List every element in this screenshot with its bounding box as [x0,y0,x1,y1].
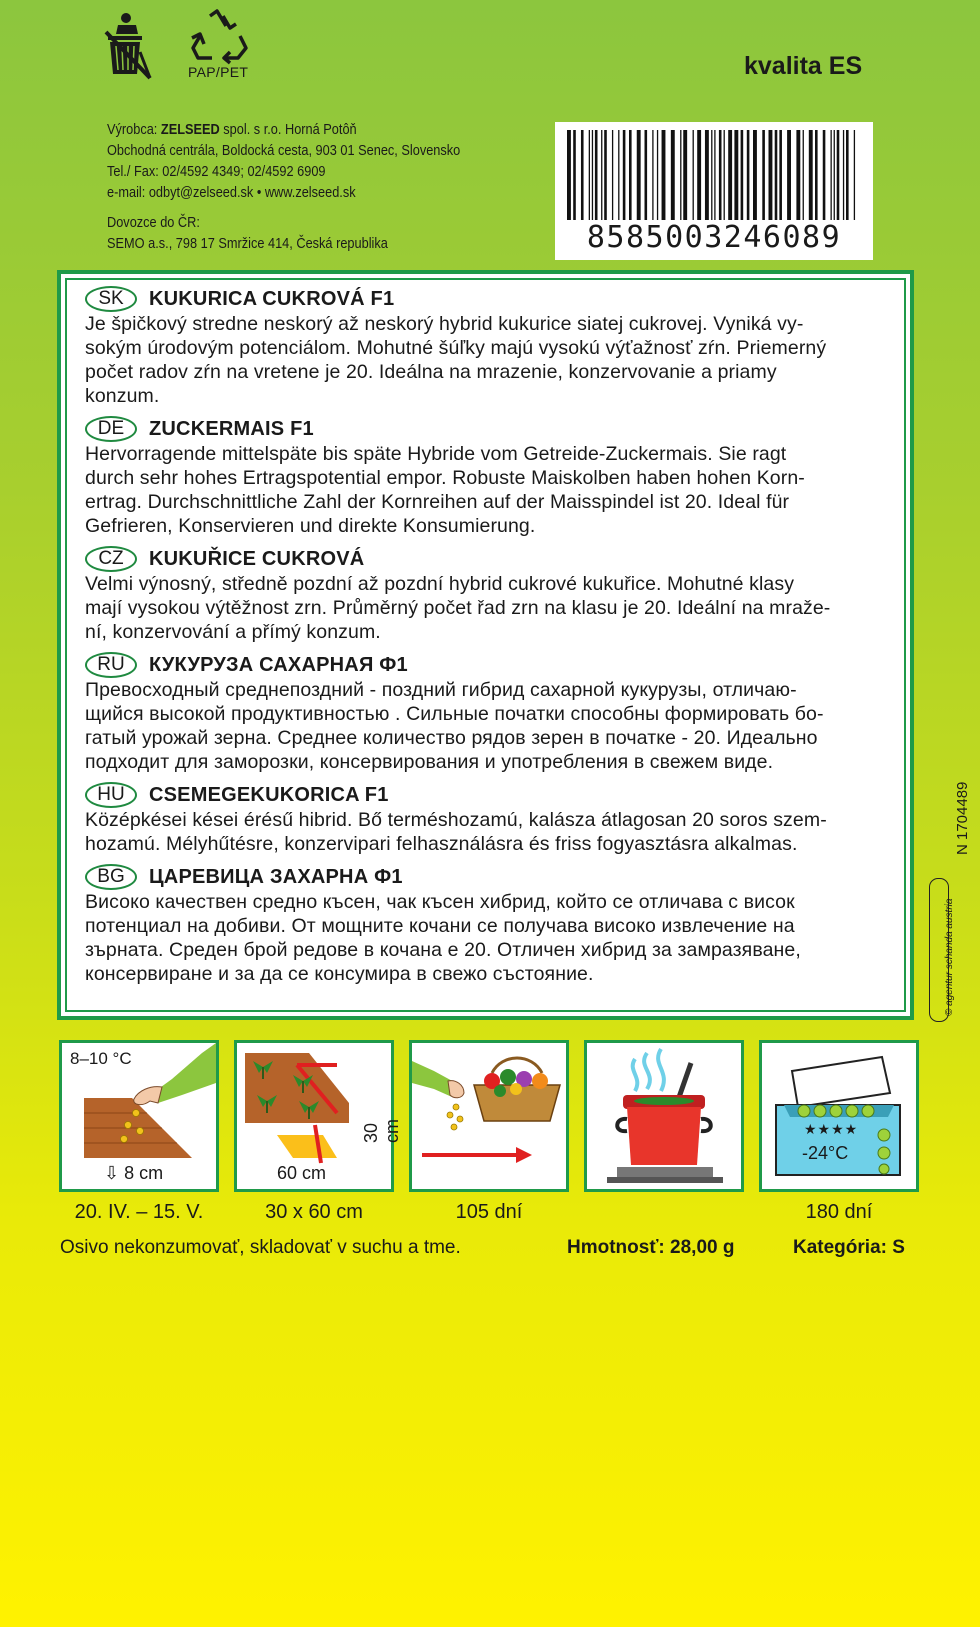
section-hu [85,782,895,856]
section-header [85,652,895,678]
sowing-temperature: 8–10 °C [70,1049,132,1068]
freezing-illustration [762,1043,916,1189]
barcode-bar [834,130,835,220]
producer-line-2: Obchodná centrála, Boldocká cesta, 903 01 Senec, Slovensko [107,143,461,159]
producer-line-1 [107,120,460,141]
barcode-bar [671,130,675,220]
section-title: CSEMEGEKUKORICA F1 [149,783,389,806]
language-badge: DE [85,416,137,442]
section-header [85,416,895,442]
section-de [85,416,895,538]
barcode-bar [705,130,709,220]
barcode-bar [618,130,619,220]
section-body [85,678,895,774]
section-line: konzum. [85,385,160,407]
section-sk [85,286,895,408]
barcode-bar [769,130,773,220]
barcode-bar [728,130,732,220]
spacing-row-distance: 30 cm [361,1119,402,1143]
producer-line-3: Tel./ Fax: 02/4592 4349; 02/4592 6909 [107,164,326,180]
barcode-bar [645,130,648,220]
producer-line-4: e-mail: odbyt@zelseed.sk • www.zelseed.sk [107,185,356,201]
section-line: počet radov zŕn na vretene je 20. Ideálna na mrazenie, konzervovanie a priamy [85,361,777,383]
barcode-bar [854,130,855,220]
section-line: Középkései kései érésű hibrid. Bő terméshozamú, kalásza átlagosan 20 soros szem- [85,809,827,831]
category-label: Kategória: S [793,1237,905,1258]
barcode-bar [837,130,840,220]
importer-label: Dovozce do ČR: [107,215,200,231]
barcode-bar [657,130,658,220]
section-body [85,442,895,538]
section-ru [85,652,895,774]
section-line: ní, konzervování a přímý konzum. [85,621,381,643]
weight-label: Hmotnosť: 28,00 g [567,1237,735,1258]
barcode-bar [787,130,791,220]
barcode-bar [741,130,744,220]
barcode-bar [637,130,641,220]
barcode [555,122,873,260]
caption-spacing: 30 x 60 cm [265,1201,363,1223]
quality-label: kvalita ES [744,52,863,80]
section-line: Hervorragende mittelspäte bis späte Hybride vom Getreide-Zuckermais. Sie ragt [85,443,787,465]
language-badge: RU [85,652,137,678]
barcode-bar [693,130,694,220]
barcode-number: 8585003246089 [586,220,842,255]
barcode-bar [762,130,765,220]
producer-info [107,120,460,255]
barcode-bar [803,130,804,220]
section-line: щийся высокой продуктивностью . Сильные початки способны формировать бо- [85,703,824,725]
section-title: KUKUŘICE CUKROVÁ [149,547,365,570]
harvest-illustration [412,1043,566,1189]
barcode-bar [846,130,849,220]
section-line: консервиране и за да се консумира в свежо състояние. [85,963,594,985]
recycle-label: PAP/PET [188,64,249,80]
storage-note: Osivo nekonzumovať, skladovať v suchu a tme. [60,1237,461,1258]
section-line: гатый урожай зерна. Среднее количество рядов зерен в початке - 20. Идеально [85,727,818,749]
barcode-bar [747,130,750,220]
freezer-stars: ★★★★ [804,1121,859,1137]
section-line: sokým úrodovým potenciálom. Mohutné šúľky majú vysokú výťažnosť zŕn. Priemerný [85,337,827,359]
barcode-bar [567,130,571,220]
language-badge: CZ [85,546,137,572]
barcode-bar [724,130,725,220]
caption-harvest-days: 105 dní [455,1201,523,1223]
spacing-column-distance: 60 cm [277,1163,327,1183]
barcode-bar [595,130,598,220]
section-line: Високо качествен средно късен, чак късен хибрид, който се отличава с висок [85,891,795,913]
section-body [85,572,895,644]
barcode-bar [719,130,722,220]
harvest-pictogram [409,1040,569,1192]
barcode-bars [563,130,865,222]
section-line: Je špičkový stredne neskorý až neskorý hybrid kukurice siatej cukrovej. Vyniká vy- [85,313,804,335]
section-body [85,808,895,856]
barcode-bar [589,130,590,220]
barcode-bar [796,130,800,220]
section-line: Gefrieren, Konservieren und direkte Konsumierung. [85,515,536,537]
barcode-bar [831,130,832,220]
section-bg [85,864,895,986]
section-header [85,782,895,808]
producer-brand: ZELSEED [160,122,220,138]
section-body [85,312,895,408]
freezer-temperature: -24°C [802,1143,849,1163]
barcode-bar [714,130,715,220]
section-header [85,286,895,312]
barcode-bar [573,130,576,220]
barcode-bar [623,130,626,220]
section-line: Velmi výnosný, středně pozdní až pozdní hybrid cukrové kukuřice. Mohutné klasy [85,573,795,595]
importer-address: SEMO a.s., 798 17 Smržice 414, Česká republika [107,236,388,252]
section-title: KUKURICA CUKROVÁ F1 [149,287,395,310]
freezing-pictogram [759,1040,919,1192]
section-line: durch sehr hohes Ertragspotential empor. Robuste Maiskolben haben hohen Korn- [85,467,805,489]
caption-sowing-period: 20. IV. – 15. V. [74,1201,204,1223]
section-cz [85,546,895,644]
section-line: hozamú. Mélyhűtésre, konzervipari felhasználásra és friss fogyasztásra alkalmas. [85,833,798,855]
barcode-bar [581,130,584,220]
agency-credit: © agentur schanda austria [944,898,955,1016]
trash-bin-icon [104,12,154,80]
barcode-bar [697,130,701,220]
barcode-bar [662,130,666,220]
barcode-bar [809,130,813,220]
recycle-icon [190,8,248,64]
spacing-pictogram [234,1040,402,1192]
cooking-illustration [587,1043,741,1189]
barcode-bar [711,130,712,220]
section-body [85,890,895,986]
section-header [85,546,895,572]
barcode-bar [775,130,778,220]
section-line: зърната. Среден брой редове в кочана е 20. Отличен хибрид за замразяване, [85,939,801,961]
producer-address: spol. s r.o. Horná Potôň [219,122,357,138]
barcode-bar [683,130,687,220]
section-title: ZUCKERMAIS F1 [149,417,314,440]
language-badge: SK [85,286,137,312]
section-title: КУКУРУЗА САХАРНАЯ Ф1 [149,653,408,676]
barcode-bar [823,130,826,220]
section-line: Превосходный среднепоздний - поздний гибрид сахарной кукурузы, отличаю- [85,679,797,701]
barcode-bar [779,130,782,220]
barcode-bar [592,130,593,220]
barcode-bar [815,130,818,220]
barcode-bar [680,130,681,220]
print-code: N 1704489 [954,781,971,855]
sowing-pictogram [59,1040,219,1192]
description-box [57,270,914,1020]
barcode-bar [652,130,653,220]
sowing-depth: ⇩ 8 cm [104,1163,164,1183]
barcode-bar [753,130,757,220]
section-line: ertrag. Durchschnittliche Zahl der Kornreihen auf der Maisspindel ist 20. Ideal für [85,491,790,513]
cooking-pictogram [584,1040,744,1192]
section-line: потенциал на добиви. От мощните кочани се получава високо извлечение на [85,915,795,937]
language-badge: HU [85,782,137,808]
barcode-bar [601,130,602,220]
barcode-bar [612,130,613,220]
barcode-bar [843,130,844,220]
barcode-bar [629,130,632,220]
barcode-bar [734,130,738,220]
section-line: подходит для заморозки, консервирования и употребления в свежем виде. [85,751,774,773]
caption-freezing-days: 180 dní [805,1201,873,1223]
producer-prefix: Výrobca: [107,122,161,138]
section-title: ЦАРЕВИЦА ЗАХАРНА Ф1 [149,865,403,888]
language-badge: BG [85,864,137,890]
barcode-bar [604,130,607,220]
section-header [85,864,895,890]
section-line: mají vysokou výtěžnost zrn. Průměrný počet řad zrn na klasu je 20. Ideální na mraže- [85,597,831,619]
description-sections [85,286,895,994]
